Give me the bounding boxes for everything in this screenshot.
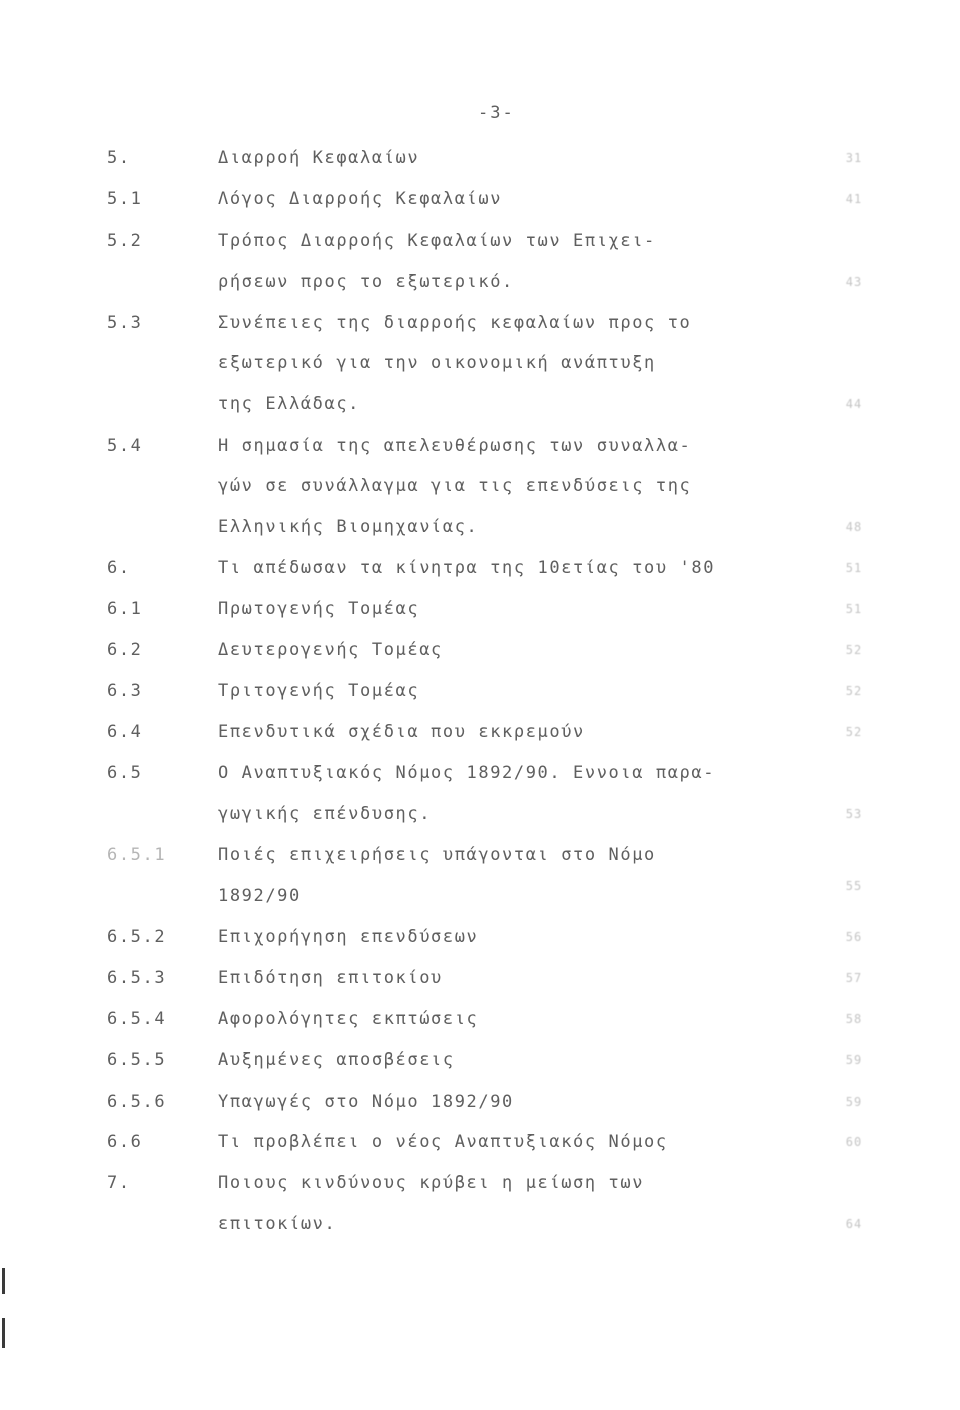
- toc-entry: [0, 922, 960, 952]
- toc-entry-number: 6.3: [107, 681, 143, 701]
- toc-entry-number: 6.5.4: [107, 1009, 167, 1029]
- toc-entry-page: 59: [845, 1053, 863, 1067]
- toc-entry-continuation: [0, 1209, 960, 1239]
- toc-entry-page: 44: [845, 397, 863, 411]
- toc-entry-page: 41: [845, 192, 863, 206]
- toc-entry: [0, 1168, 960, 1198]
- toc-entry: [0, 635, 960, 665]
- toc-entry-title: Ποιους κινδύνους κρύβει η μείωση των: [218, 1173, 645, 1193]
- toc-entry-title: Δευτερογενής Τομέας: [218, 640, 443, 660]
- toc-entry-title: Η σημασία της απελευθέρωσης των συναλλα-: [218, 436, 692, 456]
- toc-entry-continuation: [0, 471, 960, 501]
- toc-entry-page: 51: [845, 602, 863, 616]
- toc-entry: [0, 676, 960, 706]
- toc-entry-page: 51: [845, 561, 863, 575]
- toc-entry-number: 6.5.1: [107, 845, 167, 865]
- toc-entry: [0, 1004, 960, 1034]
- toc-entry-page: 31: [845, 151, 863, 165]
- toc-entry-page: 60: [845, 1135, 863, 1149]
- scan-margin-mark: [2, 1318, 5, 1348]
- toc-entry-title: Ποιές επιχειρήσεις υπάγονται στο Νόμο: [218, 845, 656, 865]
- toc-entry-page: 52: [845, 684, 863, 698]
- toc-entry: [0, 758, 960, 788]
- toc-entry-number: 6.5.2: [107, 927, 167, 947]
- scan-margin-mark: [2, 1268, 5, 1294]
- toc-entry-title: γωγικής επένδυσης.: [218, 804, 432, 824]
- toc-entry-page: 52: [845, 725, 863, 739]
- toc-entry-number: 6.5.5: [107, 1050, 167, 1070]
- toc-entry-title: Επενδυτικά σχέδια που εκκρεμούν: [218, 722, 585, 742]
- toc-entry-continuation: [0, 389, 960, 419]
- toc-entry-number: 6.5.6: [107, 1092, 167, 1112]
- toc-entry-title: Τρόπος Διαρροής Κεφαλαίων των Επιχει-: [218, 231, 656, 251]
- toc-entry-number: 6.5.3: [107, 968, 167, 988]
- toc-entry: [0, 717, 960, 747]
- toc-entry: [0, 184, 960, 214]
- toc-entry-page: 53: [845, 807, 863, 821]
- toc-entry-continuation: [0, 267, 960, 297]
- toc-entry-page: 58: [845, 1012, 863, 1026]
- toc-entry-title: Ελληνικής Βιομηχανίας.: [218, 517, 479, 537]
- toc-entry-title: Λόγος Διαρροής Κεφαλαίων: [218, 189, 503, 209]
- toc-entry-title: Αφορολόγητες εκπτώσεις: [218, 1009, 479, 1029]
- toc-entry-page: 56: [845, 930, 863, 944]
- toc-entry-page: 64: [845, 1217, 863, 1231]
- toc-entry: [0, 594, 960, 624]
- toc-entry-number: 7.: [107, 1173, 131, 1193]
- toc-entry-title: Επιχορήγηση επενδύσεων: [218, 927, 479, 947]
- toc-entry-title: Επιδότηση επιτοκίου: [218, 968, 443, 988]
- toc-entry: [0, 840, 960, 870]
- toc-entry: [0, 1045, 960, 1075]
- page-number: -3-: [478, 103, 515, 123]
- toc-entry-number: 5.: [107, 148, 131, 168]
- toc-entry-page: 57: [845, 971, 863, 985]
- toc-entry-number: 6.2: [107, 640, 143, 660]
- toc-entry-continuation: [0, 799, 960, 829]
- toc-entry-number: 5.3: [107, 313, 143, 333]
- toc-entry: [0, 1127, 960, 1157]
- toc-entry-title: Υπαγωγές στο Νόμο 1892/90: [218, 1092, 514, 1112]
- toc-entry-title: γών σε συνάλλαγμα για τις επενδύσεις της: [218, 476, 692, 496]
- toc-entry-title: Τι απέδωσαν τα κίνητρα της 10ετίας του '80: [218, 558, 716, 578]
- toc-entry-page: 43: [845, 275, 863, 289]
- toc-entry-number: 5.1: [107, 189, 143, 209]
- toc-entry-number: 6.5: [107, 763, 143, 783]
- toc-entry-continuation: [0, 512, 960, 542]
- toc-entry-title: εξωτερικό για την οικονομική ανάπτυξη: [218, 353, 656, 373]
- toc-entry-title: Τι προβλέπει ο νέος Αναπτυξιακός Νόμος: [218, 1132, 668, 1152]
- toc-entry-number: 6.1: [107, 599, 143, 619]
- toc-entry-number: 6.4: [107, 722, 143, 742]
- toc-entry: [0, 431, 960, 461]
- toc-entry: [0, 963, 960, 993]
- toc-entry-title: Ο Αναπτυξιακός Νόμος 1892/90. Εννοια παρα-: [218, 763, 716, 783]
- toc-entry-page: 52: [845, 643, 863, 657]
- toc-entry-title: Τριτογενής Τομέας: [218, 681, 420, 701]
- toc-entry: [0, 553, 960, 583]
- toc-entry-number: 6.: [107, 558, 131, 578]
- toc-entry-number: 5.4: [107, 436, 143, 456]
- toc-entry-title: ρήσεων προς το εξωτερικό.: [218, 272, 514, 292]
- toc-entry-page: 59: [845, 1095, 863, 1109]
- toc-entry-continuation: [0, 881, 960, 911]
- toc-entry-number: 6.6: [107, 1132, 143, 1152]
- toc-entry-page: 48: [845, 520, 863, 534]
- toc-entry-title: Συνέπειες της διαρροής κεφαλαίων προς το: [218, 313, 692, 333]
- toc-entry-title: Πρωτογενής Τομέας: [218, 599, 420, 619]
- toc-entry-title: Αυξημένες αποσβέσεις: [218, 1050, 455, 1070]
- toc-entry: [0, 226, 960, 256]
- toc-entry: [0, 1087, 960, 1117]
- toc-entry-continuation: [0, 348, 960, 378]
- toc-entry-title: 1892/90: [218, 886, 301, 906]
- toc-entry-title: της Ελλάδας.: [218, 394, 361, 414]
- toc-entry: [0, 308, 960, 338]
- toc-entry-title: Διαρροή Κεφαλαίων: [218, 148, 420, 168]
- toc-entry-title: επιτοκίων.: [218, 1214, 337, 1234]
- toc-entry: [0, 143, 960, 173]
- toc-entry-page: 55: [845, 879, 863, 893]
- toc-entry-number: 5.2: [107, 231, 143, 251]
